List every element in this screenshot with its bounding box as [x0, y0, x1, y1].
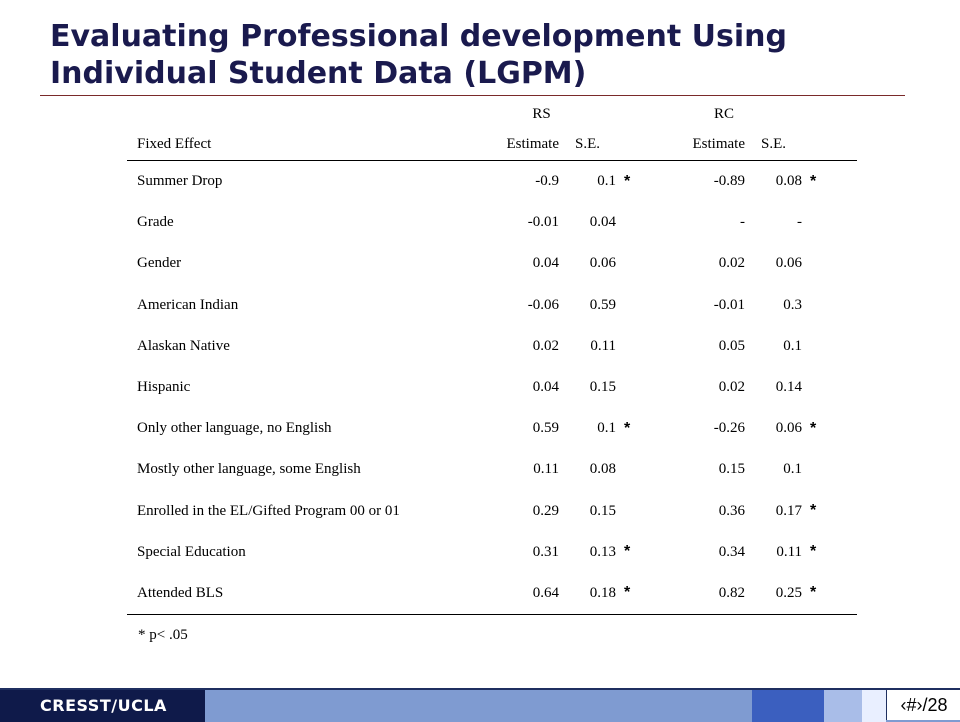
group-header-row [127, 100, 857, 128]
row-fixed-effect-name: American Indian [137, 296, 239, 313]
header-rc-estimate: Estimate [646, 128, 745, 161]
table-row [127, 573, 857, 615]
fixed-effects-table [127, 100, 857, 615]
row-rs-significance: * [616, 573, 646, 615]
row-rs-significance [616, 326, 646, 367]
row-rs-significance [616, 285, 646, 326]
row-rc-se: 0.3 [783, 296, 803, 313]
row-rs-significance: * [624, 172, 631, 190]
header-rs-se: S.E. [559, 128, 616, 161]
row-rs-se: 0.15 [589, 379, 617, 396]
row-rc-estimate: 0.15 [718, 461, 746, 478]
row-rs-significance: * [624, 419, 631, 437]
footer-accent-block-light [824, 690, 862, 722]
row-rc-significance: * [810, 419, 817, 437]
table-row [127, 285, 857, 326]
row-fixed-effect-name: Attended BLS [127, 573, 467, 615]
row-fixed-effect-name: Hispanic [137, 379, 191, 396]
table-row [127, 326, 857, 367]
row-rc-estimate: - [740, 214, 746, 231]
row-rc-se: 0.11 [776, 543, 803, 560]
row-rs-se: 0.13 [589, 543, 617, 560]
row-rc-se: - [797, 214, 803, 231]
row-rc-se: 0.25 [745, 573, 802, 615]
row-fixed-effect-name: Special Education [137, 543, 246, 560]
row-rc-estimate: 0.02 [718, 255, 746, 272]
row-rs-estimate: 0.64 [467, 573, 559, 615]
row-rc-significance [802, 326, 857, 367]
row-rc-significance [802, 243, 857, 284]
table-row [127, 408, 857, 449]
row-rc-se: 0.14 [775, 379, 803, 396]
row-rc-estimate: 0.02 [718, 379, 746, 396]
row-rc-significance: * [810, 502, 817, 520]
row-rs-significance [616, 491, 646, 532]
row-rs-estimate: 0.59 [532, 420, 559, 437]
row-rs-estimate: 0.31 [532, 543, 559, 560]
fixed-effects-table-container [127, 100, 857, 615]
row-rs-estimate: 0.04 [532, 255, 559, 272]
page-number: ‹#›/28 [886, 690, 960, 720]
table-row [127, 161, 857, 203]
row-rs-significance [616, 449, 646, 490]
row-rc-estimate: -0.89 [713, 173, 746, 190]
column-header-row [127, 128, 857, 161]
row-rs-estimate: 0.04 [532, 379, 559, 396]
footer-accent-block-pale [862, 690, 886, 722]
row-rc-significance: * [810, 172, 817, 190]
row-rc-significance: * [802, 573, 857, 615]
row-rc-significance [802, 285, 857, 326]
table-row [127, 367, 857, 408]
row-rs-estimate: -0.9 [535, 173, 559, 190]
row-rc-estimate: 0.82 [646, 573, 745, 615]
row-rs-estimate: 0.29 [532, 502, 559, 519]
table-row [127, 243, 857, 284]
row-rs-estimate: -0.01 [527, 214, 559, 231]
footer-brand: CRESST/UCLA [40, 696, 167, 715]
footer-bar [0, 688, 960, 722]
row-rs-se: 0.04 [589, 214, 617, 231]
row-rs-se: 0.1 [597, 173, 617, 190]
table-row [127, 449, 857, 490]
row-fixed-effect-name: Alaskan Native [137, 337, 230, 354]
row-rs-significance [616, 367, 646, 408]
row-rs-estimate: 0.02 [532, 337, 559, 354]
row-rs-se: 0.08 [589, 461, 617, 478]
row-rc-se: 0.1 [783, 461, 803, 478]
row-rc-estimate: 0.34 [718, 543, 746, 560]
row-rc-se: 0.08 [775, 173, 803, 190]
header-fixed-effect: Fixed Effect [127, 128, 467, 161]
row-rc-se: 0.06 [775, 255, 803, 272]
row-rs-se: 0.15 [589, 502, 617, 519]
row-fixed-effect-name: Summer Drop [137, 173, 223, 190]
row-rc-significance: * [810, 543, 817, 561]
row-fixed-effect-name: Mostly other language, some English [137, 461, 361, 478]
row-rs-se: 0.06 [589, 255, 617, 272]
significance-note: * p< .05 [138, 627, 188, 643]
row-rc-estimate: 0.36 [718, 502, 746, 519]
row-rs-significance: * [624, 543, 631, 561]
row-rc-se: 0.1 [783, 337, 803, 354]
header-rs-estimate: Estimate [467, 128, 559, 161]
row-rs-estimate: -0.06 [527, 296, 559, 313]
row-rc-significance [802, 367, 857, 408]
row-rs-se: 0.59 [589, 296, 617, 313]
row-rc-se: 0.17 [775, 502, 803, 519]
row-rc-estimate: -0.26 [713, 420, 746, 437]
row-rc-se: 0.06 [775, 420, 803, 437]
row-fixed-effect-name: Only other language, no English [137, 420, 332, 437]
slide-title: Evaluating Professional development Using Individual Student Data (LGPM) [50, 19, 787, 91]
row-fixed-effect-name: Enrolled in the EL/Gifted Program 00 or 01 [137, 502, 400, 519]
row-rs-se: 0.1 [597, 420, 617, 437]
row-rc-estimate: -0.01 [713, 296, 746, 313]
group-rs-label: RS [532, 105, 551, 122]
row-fixed-effect-name: Gender [137, 255, 182, 272]
row-rs-se: 0.18 [559, 573, 616, 615]
table-row [127, 202, 857, 243]
group-rc-label: RC [714, 105, 735, 122]
header-rc-se: S.E. [745, 128, 802, 161]
table-row [127, 532, 857, 573]
row-rs-significance [616, 243, 646, 284]
row-rs-estimate: 0.11 [533, 461, 559, 478]
row-rs-se: 0.11 [590, 337, 617, 354]
row-rc-significance [802, 202, 857, 243]
row-fixed-effect-name: Grade [137, 214, 174, 231]
row-rs-significance [616, 202, 646, 243]
row-rc-significance [802, 449, 857, 490]
footer-accent-block [752, 690, 824, 722]
row-rc-estimate: 0.05 [718, 337, 746, 354]
title-divider [40, 95, 905, 96]
table-row [127, 491, 857, 532]
